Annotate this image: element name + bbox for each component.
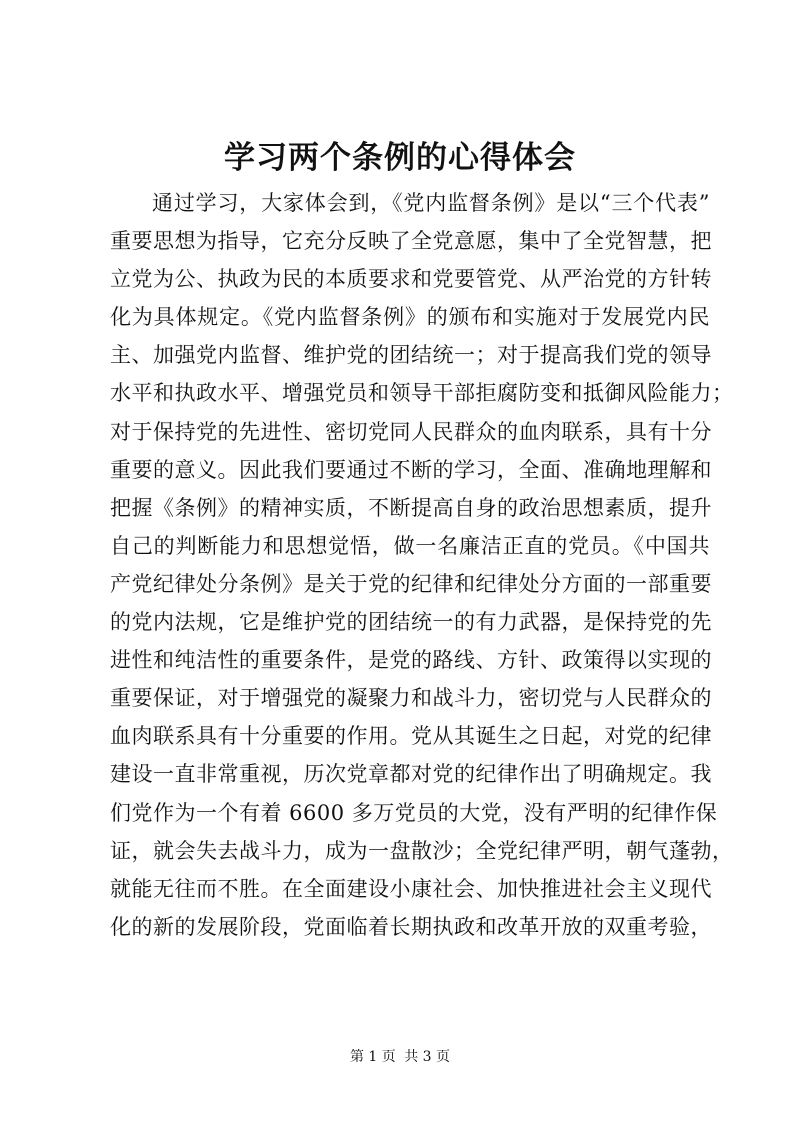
body-line: 进性和纯洁性的重要条件，是党的路线、方针、政策得以实现的	[110, 648, 712, 673]
document-title: 学习两个条例的心得体会	[224, 140, 576, 176]
page-number: 第 1 页	[349, 1049, 396, 1065]
body-line: 化为具体规定。《党内监督条例》的颁布和实施对于发展党内民	[110, 305, 710, 330]
document-body	[110, 184, 734, 946]
body-line: 重要保证，对于增强党的凝聚力和战斗力，密切党与人民群众的	[110, 686, 712, 711]
body-line: 把握《条例》的精神实质，不断提高自身的政治思想素质，提升	[110, 495, 712, 520]
body-line: 对于保持党的先进性、密切党同人民群众的血肉联系，具有十分	[110, 419, 712, 444]
body-line: 建设一直非常重视，历次党章都对党的纪律作出了明确规定。我	[110, 762, 712, 787]
body-line: 们党作为一个有着 6600 多万党员的大党，没有严明的纪律作保	[110, 800, 718, 825]
page-total: 共 3 页	[404, 1049, 451, 1065]
body-line: 立党为公、执政为民的本质要求和党要管党、从严治党的方针转	[110, 267, 712, 292]
body-line: 的党内法规，它是维护党的团结统一的有力武器，是保持党的先	[110, 610, 712, 635]
body-line: 重要的意义。因此我们要通过不断的学习，全面、准确地理解和	[110, 457, 712, 482]
body-line: 化的新的发展阶段，党面临着长期执政和改革开放的双重考验，	[110, 914, 712, 939]
body-line: 血肉联系具有十分重要的作用。党从其诞生之日起，对党的纪律	[110, 724, 712, 749]
body-line: 就能无往而不胜。在全面建设小康社会、加快推进社会主义现代	[110, 876, 712, 901]
body-line: 水平和执政水平、增强党员和领导干部拒腐防变和抵御风险能力；	[110, 381, 734, 406]
body-line: 产党纪律处分条例》是关于党的纪律和纪律处分方面的一部重要	[110, 571, 712, 596]
body-line: 重要思想为指导，它充分反映了全党意愿，集中了全党智慧，把	[110, 229, 712, 254]
body-line: 主、加强党内监督、维护党的团结统一；对于提高我们党的领导	[110, 343, 712, 368]
body-line: 通过学习，大家体会到，《党内监督条例》是以“三个代表”	[152, 191, 710, 215]
body-line: 证，就会失去战斗力，成为一盘散沙；全党纪律严明，朝气蓬勃，	[110, 838, 734, 863]
body-line: 自己的判断能力和思想觉悟，做一名廉洁正直的党员。《中国共	[110, 533, 710, 558]
page-footer	[0, 1047, 800, 1067]
